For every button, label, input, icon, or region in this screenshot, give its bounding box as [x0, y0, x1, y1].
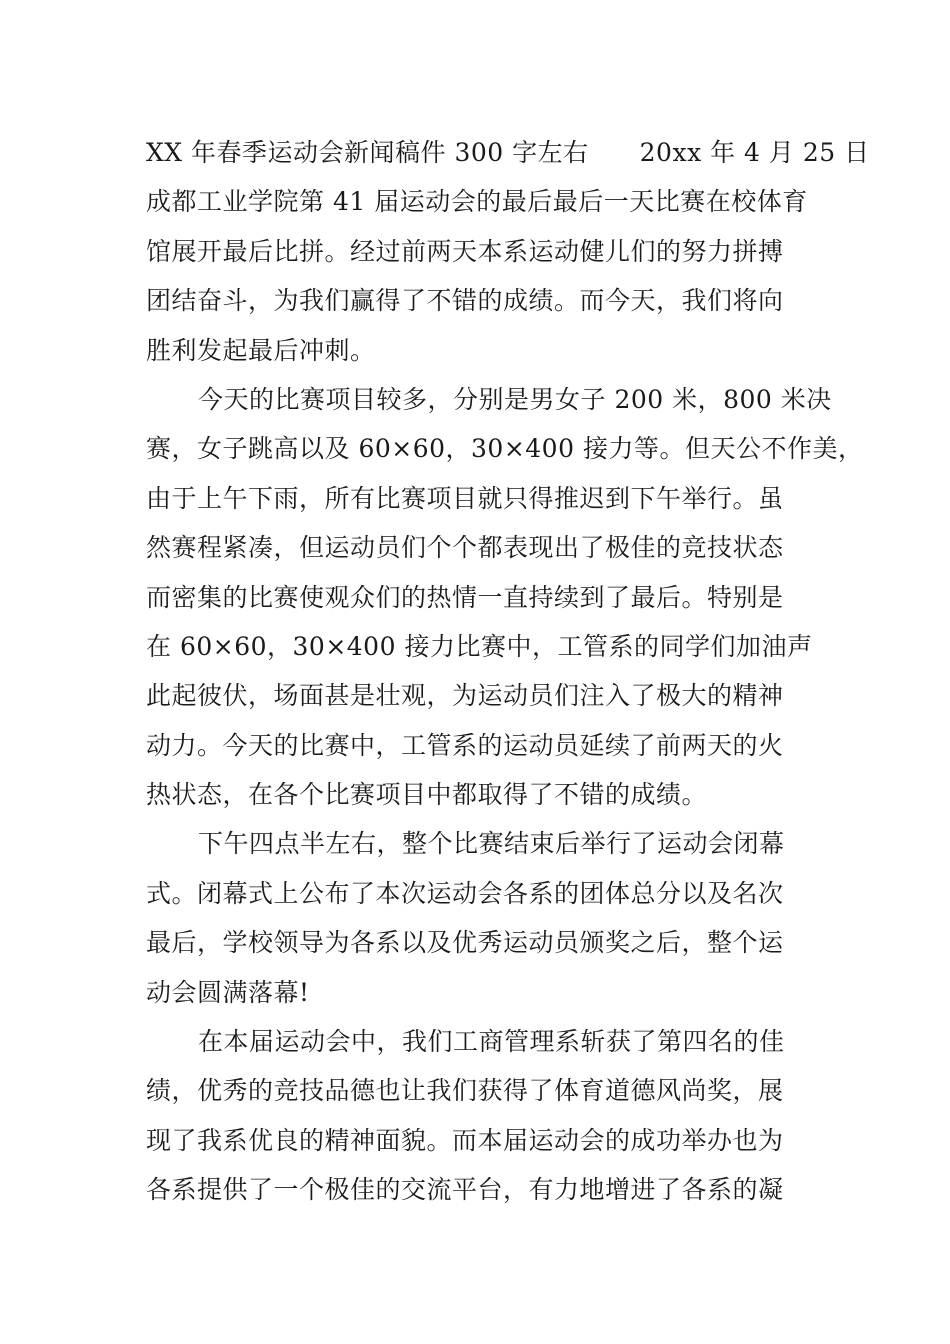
paragraph-line: 式。闭幕式上公布了本次运动会各系的团体总分以及名次 — [146, 878, 784, 908]
paragraph-line: 各系提供了一个极佳的交流平台，有力地增进了各系的凝 — [146, 1175, 784, 1205]
paragraph-start-line: 今天的比赛项目较多，分别是男女子 200 米，800 米决 — [198, 384, 832, 414]
paragraph-line: 动会圆满落幕! — [146, 977, 310, 1007]
paragraph-line: 最后，学校领导为各系以及优秀运动员颁奖之后，整个运 — [146, 928, 784, 958]
paragraph-line: 团结奋斗，为我们赢得了不错的成绩。而今天，我们将向 — [146, 286, 784, 316]
paragraph-line: 绩，优秀的竞技品德也让我们获得了体育道德风尚奖，展 — [146, 1076, 784, 1106]
paragraph-line: 此起彼伏，场面甚是壮观，为运动员们注入了极大的精神 — [146, 681, 784, 711]
paragraph-line: 成都工业学院第 41 届运动会的最后最后一天比赛在校体育 — [146, 187, 808, 217]
paragraph-line: 现了我系优良的精神面貌。而本届运动会的成功举办也为 — [146, 1125, 784, 1155]
paragraph-line: 在 60×60，30×400 接力比赛中，工管系的同学们加油声 — [146, 631, 813, 661]
paragraph-line: 动力。今天的比赛中，工管系的运动员延续了前两天的火 — [146, 730, 784, 760]
article-body — [146, 128, 870, 1215]
paragraph-start-line: 下午四点半左右，整个比赛结束后举行了运动会闭幕 — [198, 829, 785, 859]
paragraph-line: 然赛程紧凑，但运动员们个个都表现出了极佳的竞技状态 — [146, 533, 784, 563]
paragraph-start-line: 在本届运动会中，我们工商管理系斩获了第四名的佳 — [198, 1027, 785, 1057]
title-line: XX 年春季运动会新闻稿件 300 字左右 20xx 年 4 月 25 日 — [146, 138, 870, 167]
paragraph-line: 赛，女子跳高以及 60×60，30×400 接力等。但天公不作美， — [146, 434, 864, 464]
paragraph-line: 而密集的比赛使观众们的热情一直持续到了最后。特别是 — [146, 582, 784, 612]
paragraph-line: 馆展开最后比拼。经过前两天本系运动健儿们的努力拼搏 — [146, 236, 784, 266]
paragraph-line: 热状态，在各个比赛项目中都取得了不错的成绩。 — [146, 780, 708, 810]
paragraph-line: 由于上午下雨，所有比赛项目就只得推迟到下午举行。虽 — [146, 483, 784, 513]
paragraph-line: 胜利发起最后冲刺。 — [146, 335, 376, 365]
